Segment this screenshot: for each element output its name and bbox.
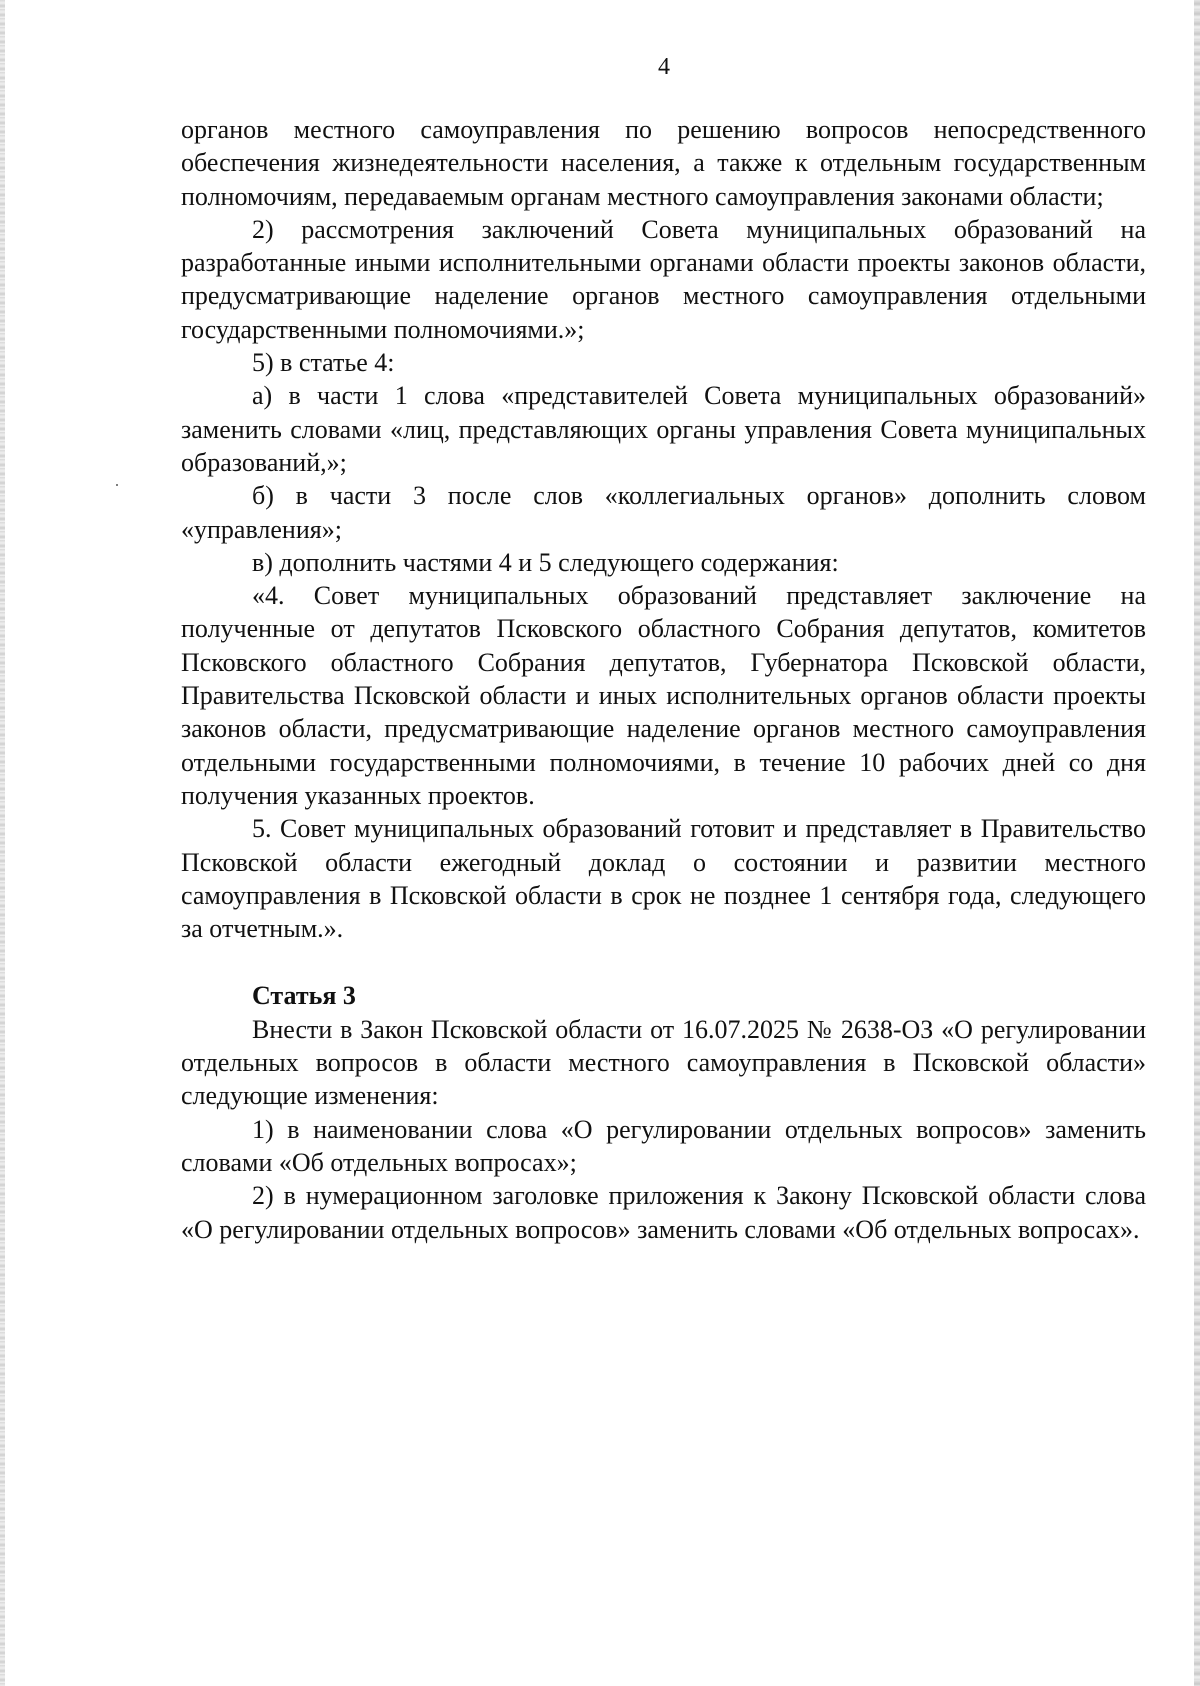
document-body [181,113,1146,1246]
paragraph: б) в части 3 после слов «коллегиальных органов» дополнить словом «управления»; [181,481,1146,544]
paragraph: а) в части 1 слова «представителей Совета муниципальных образований» заменить словами «лиц, представляющих органы управления Совета муниципальных образований,»; [181,381,1146,477]
scan-edge-left [0,0,5,1686]
scan-edge-right [1194,0,1200,1686]
paragraph: 2) в нумерационном заголовке приложения к Закону Псковской области слова «О регулировании отдельных вопросов» заменить словами «Об отдельных вопросах». [181,1181,1146,1244]
scan-speck [116,484,118,486]
paragraph: 5. Совет муниципальных образований готовит и представляет в Правительство Псковской области ежегодный доклад о состоянии и развитии местного самоуправления в Псковской области в срок не позднее 1 сентября года, следующего за отчетным.». [181,814,1146,944]
article-heading: Статья 3 [252,981,356,1011]
paragraph: органов местного самоуправления по решению вопросов непосредственного обеспечения жизнедеятельности населения, а также к отдельным государственным полномочиям, передаваемым органам местного самоуправления законами области; [181,115,1146,211]
paragraph: в) дополнить частями 4 и 5 следующего содержания: [252,547,839,577]
paragraph: 1) в наименовании слова «О регулировании отдельных вопросов» заменить словами «Об отдельных вопросах»; [181,1114,1146,1177]
paragraph: «4. Совет муниципальных образований представляет заключение на полученные от депутатов Псковского областного Собрания депутатов, комитетов Псковского областного Собрания депутатов, Губернатора Псковской области, Правительства Псковской области и иных исполнительных органов области проекты законов области, предусматривающие наделение органов местного самоуправления отдельными государственными полномочиями, в течение 10 рабочих дней со дня получения указанных проектов. [181,581,1146,810]
page-number: 4 [658,54,670,80]
paragraph: 5) в статье 4: [252,348,395,378]
section-gap [181,945,1146,979]
paragraph: 2) рассмотрения заключений Совета муниципальных образований на разработанные иными исполнительными органами области проекты законов области, предусматривающие наделение органов местного самоуправления отдельными государственными полномочиями.»; [181,214,1146,344]
paragraph: Внести в Закон Псковской области от 16.07.2025 № 2638-ОЗ «О регулировании отдельных вопросов в области местного самоуправления в Псковской области» следующие изменения: [181,1014,1146,1111]
